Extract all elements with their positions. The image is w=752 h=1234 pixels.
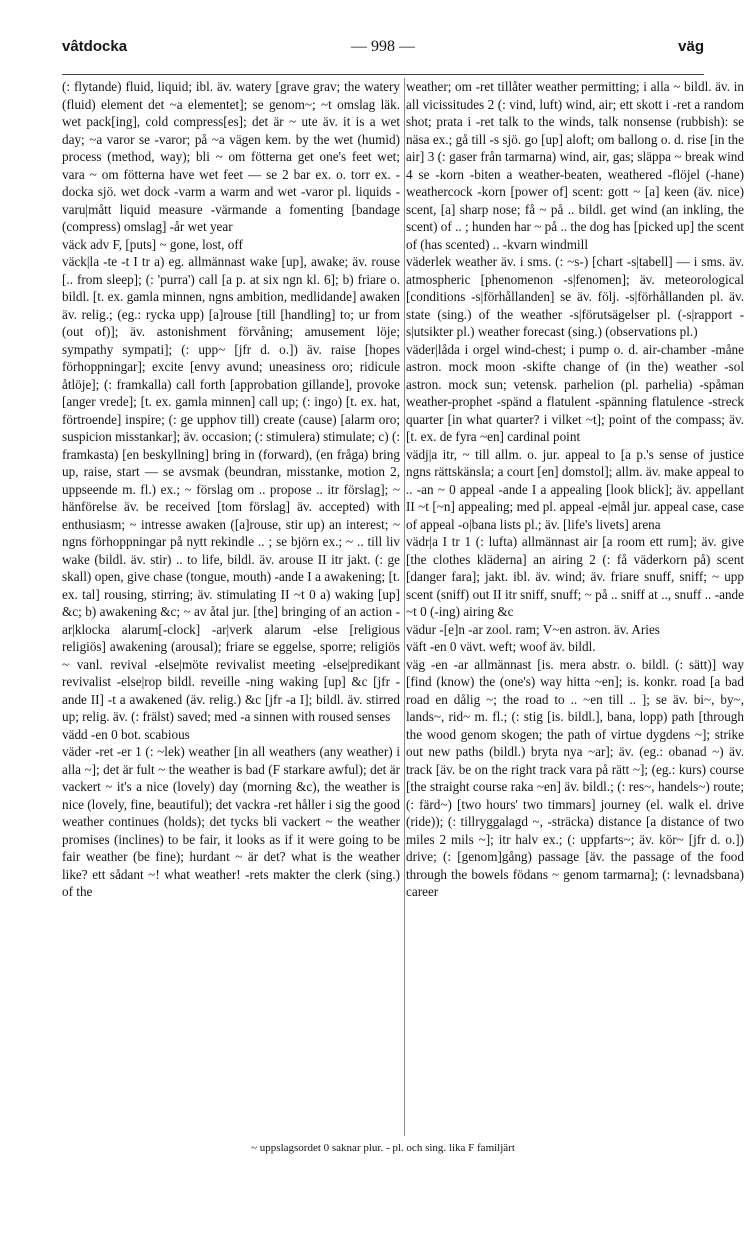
dictionary-entry: väder|låda i orgel wind-chest; i pump o. d. air-chamber -måne astron. mock moon -skifte change of (in the) weather -sol astron. mock sun; vetensk. parhelion (pl. parhelia) -spåman weather-prophet -spänd a flatulent -spänning flatulence -streck quarter [in what quarter? i vilket ~t]; point of the compass; äv. [t. ex. de fyra ~en] cardinal point — [406, 341, 744, 444]
left-column — [62, 78, 400, 901]
dictionary-entry: väg -en -ar allmännast [is. mera abstr. o. bildl. (: sätt)] way [find (know) the (one's) way hitta ~en]; is. konkr. road [a bad road en dålig ~; the road to .. ~en till .. ]; se äv. bi~, by~, lands~, rid~ m. fl.; (: stig [is. bildl.], bana, lopp) path [through the wood genom skogen; the path of virtue dygdens ~]; strike out new paths (bildl.) bryta nya ~ar]; äv. (eg.: obanad ~) äv. track [äv. be on the right track vara på rätt ~]; (eg.: kurs) course [the straight course raka ~en] äv. bildl.; (: res~, handels~) route; (: färd~) [two hours' two timmars] journey (el. walk el. drive (ride)); (: tillryggalagd ~, -sträcka) distance [a distance of two miles 2 mils ~]; itr halv ex.; (: uppfarts~; äv. kör~ [jfr d. o.]) drive; (: [genom]gång) passage [äv. the passage of the food through the bowels födans ~ genom tarmarna]; (: levnadsbana) career — [406, 656, 744, 899]
dictionary-entry: väck|la -te -t I tr a) eg. allmännast wake [up], awake; äv. rouse [.. from sleep]; (: 'purra') call [a p. at six ngn kl. 6]; b) friare o. bildl. [t. ex. gamla minnen, ngns ambition, medlidande] awaken äv. relig.; (eg.: rycka upp) [a]rouse [till [handling] to; ur from (out of)]; äv. astonishment förvåning; amusement löje; sympathy sympati]; (: upp~ [jfr d. o.]) äv. raise [hopes förhoppningar]; excite [envy avund; uneasiness oro; ridicule åtlöje]; (: framkalla) call forth [approbation gillande], provoke [anger vrede]; [t. ex. gamla minnen] call up; (: ingo) [t. ex. hat, förtroende] inspire; (: ge upphov till) create (cause) [alarm oro; suspicion misstankar]; äv. occasion; (: stimulera) stimulate; c) (: framkasta) [en beskyllning] bring in (forward), (en fråga) bring up, raise, start — se avsmak (beundran, misstanke, motion 2, uppseende m. fl.) ex.; ~ förslag om .. propose .. itr förslag]; ~ hänförelse äv. be received [tom förslag] äv. accepted) with enthusiasm; ~ intresse awaken ([a]rouse, stir up) an interest; ~ ngns förhoppningar på nytt rekindle .. ; se björn ex.; ~ .. till liv wake (bildl. äv. stir) .. to life, bildl. äv. arouse II itr jakt. (: ge skall) open, give chase (tongue, mouth) -ande I a awakening; [t. ex. tal] rousing, stirring; äv. stimulating II ~t 0 a) waking [up] &c; b) awakening &c; ~ av åtal jur. [the] bringing of an action -ar|klocka alarum[-clock] -ar|verk alarum -else [religious religiös] awakening (arousal); friare se eggelse, sporre; religiös ~ vanl. revival -else|möte revivalist meeting -else|predikant revivalist -else|rop bildl. reveille -ning waking [up] &c [jfr -ande II] -t a awakened (äv. relig.) &c [jfr -a I]; bildl. äv. stirred up; relig. äv. (: frälst) saved; med -a sinnen with roused senses — [62, 254, 400, 724]
dictionary-entry: vädd -en 0 bot. scabious — [62, 726, 190, 742]
page-header — [62, 38, 704, 64]
abbreviation-key-footer: ~ uppslagsordet 0 saknar plur. - pl. och sing. lika F familjärt — [251, 1142, 515, 1154]
dictionary-entry: vädj|a itr, ~ till allm. o. jur. appeal to [a p.'s sense of justice ngns rättskänsla; a court [en] domstol]; allm. äv. make appeal to .. -an ~ 0 appeal -ande I a appealing [look blick]; äv. appellant II ~t [~n] appealing; med pl. appeal -e|mål jur. appeal case, case of appeal -o|bana lists pl.; äv. [life's livets] arena — [406, 446, 744, 532]
right-column — [406, 78, 744, 901]
dictionary-entry: vädr|a I tr 1 (: lufta) allmännast air [a room ett rum]; äv. give [the clothes kläderna] an airing 2 (: få väderkorn på) scent [danger fara]; jakt. ibl. äv. wind; äv. friare snuff, sniff; ~ upp scent (sniff) out II itr sniff, snuff; ~ på .. sniff at .., snuff .. -ande ~t 0 (-ing) airing &c — [406, 534, 744, 619]
dictionary-entry: väderlek weather äv. i sms. (: ~s-) [chart -s|tabell] — i sms. äv. atmospheric [phenomenon -s|fenomen]; äv. meteorological [conditions -s|förhållanden] se äv. följ. -s|förhållanden pl. äv. state (sing.) of the weather -s|förutsägelser pl. (-s|rapport -s|utsikter pl.) weather forecast (sing.) (observations pl.) — [406, 254, 744, 339]
dictionary-entry: weather; om -ret tillåter weather permitting; i alla ~ bildl. äv. in all vicissitudes 2 (: vind, luft) wind, air; ett skott i -ret a random shot; prata i -ret talk to the winds, talk nonsense (rubbish): se näsa ex.; gå till -s sjö. go [up] aloft; om ballong o. d. rise [in the air] 3 (: gaser från tarmarna) wind, air, gas; släppa ~ break wind 4 se -korn -biten a weather-beaten, weathered -flöjel (-hane) weathercock -korn [power of] scent: gott ~ [a] keen (äv. nice) scent, [a] sharp nose; få ~ på .. bildl. get wind (an inkling, the scent) of .. ; hunden har ~ på .. the dog has [picked up] the scent of (has scented) .. -kvarn windmill — [406, 79, 744, 252]
page-number: — 998 — — [351, 38, 415, 55]
dictionary-entry: väft -en 0 vävt. weft; woof äv. bildl. — [406, 639, 596, 654]
left-running-headword: vâtdocka — [62, 38, 128, 55]
dictionary-entry: vädur -[e]n -ar zool. ram; V~en astron. äv. Aries — [406, 621, 660, 637]
dictionary-entry: väder -ret -er 1 (: ~lek) weather [in all weathers (any weather) i alla ~]; det är fult ~ the weather is bad (F starkare awful); det är vackert ~ it's a nice (lovely) day (morning &c), the weather is nice (lovely, fine, beautiful); det vackra -ret håller i sig the good weather continues (holds); det tycks bli vackert ~ the weather promises (inclines) to be fair, it looks as if it were going to be fair weather (be fine); hurdant ~ är det? what is the weather like? ett sådant ~! what weather! -rets makter the clerk (sing.) of the — [62, 744, 400, 899]
dictionary-entry: väck adv F, [puts] ~ gone, lost, off — [62, 236, 243, 252]
header-rule — [62, 74, 704, 75]
dictionary-entry: (: flytande) fluid, liquid; ibl. äv. watery [grave grav; the watery (fluid) element det ~a elementet]; se genom~; ~t omslag läk. wet pack[ing], cold compress[es]; det är ~ ute äv. it is a wet day; ~a varor se -varor; på ~a vägen kem. by the wet (humid) process (method, way); bli ~ om fötterna get one's feet wet; vara ~ om fötterna have wet feet — se 2 bar ex. o. torr ex. -docka sjö. wet dock -varm a warm and wet -varor pl. liquids -varu|mått liquid measure -värmande a fomenting [bandage (compress) omslag] -år wet year — [62, 79, 400, 234]
right-running-headword: väg — [678, 38, 704, 55]
